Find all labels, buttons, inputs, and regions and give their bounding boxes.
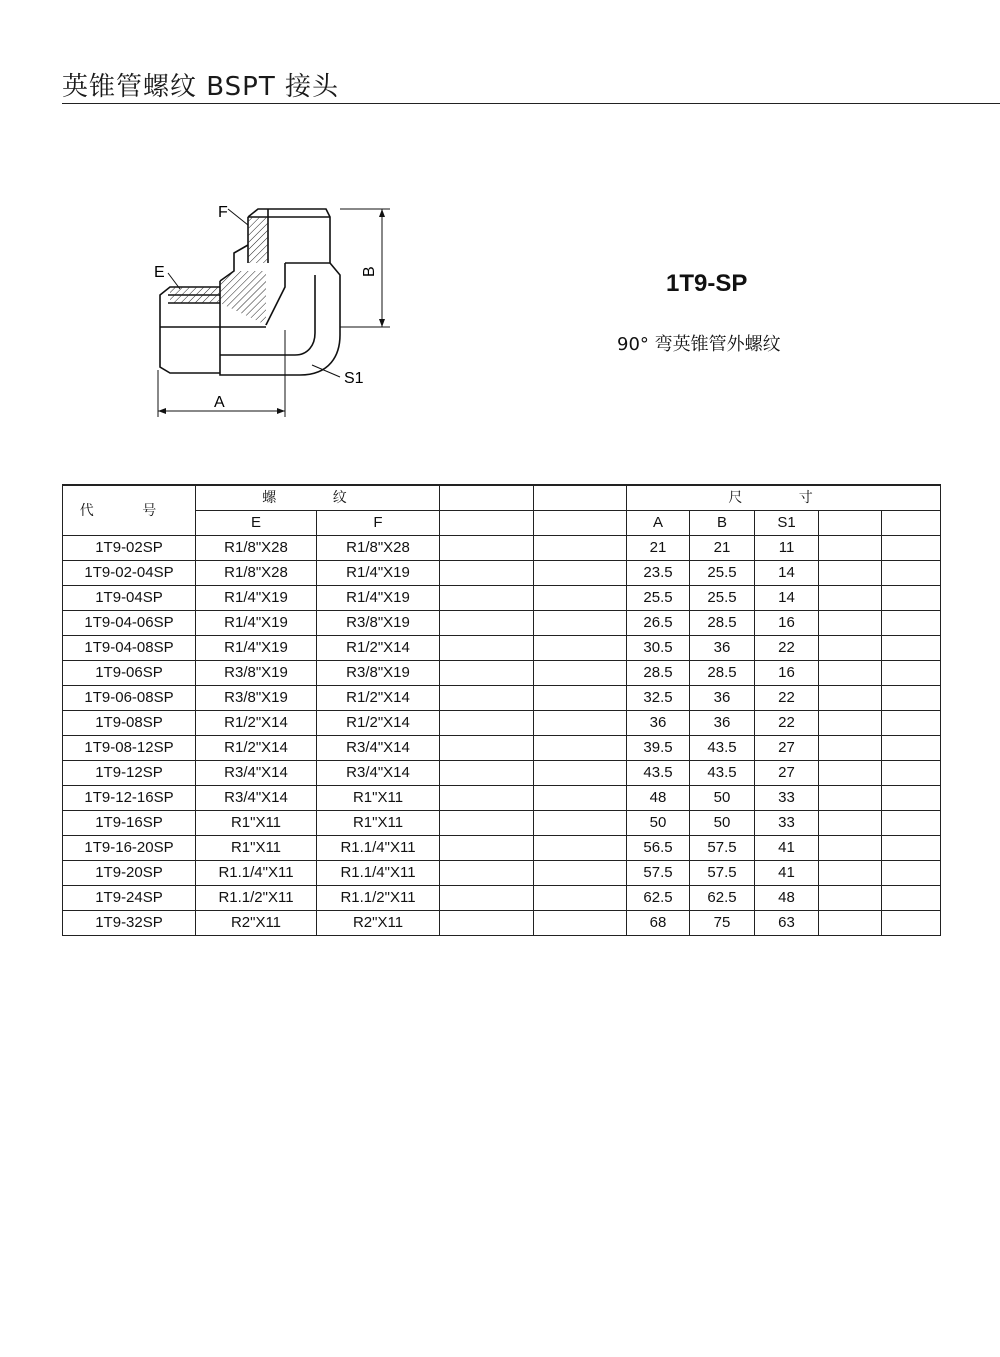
cell-blank (534, 711, 627, 736)
cell-code: 1T9-12-16SP (63, 786, 196, 811)
cell-blank (534, 811, 627, 836)
cell-e: R1/4"X19 (196, 636, 317, 661)
cell-s1: 22 (755, 636, 819, 661)
cell-s1: 27 (755, 761, 819, 786)
cell-e: R1/4"X19 (196, 586, 317, 611)
cell-b: 50 (690, 786, 755, 811)
table-row (63, 861, 941, 886)
cell-e: R3/4"X14 (196, 786, 317, 811)
cell-blank (534, 761, 627, 786)
cell-blank (534, 636, 627, 661)
cell-blank (819, 636, 882, 661)
label-b: B (361, 266, 378, 277)
cell-code: 1T9-16-20SP (63, 836, 196, 861)
header-blank-4 (534, 511, 627, 536)
cell-s1: 11 (755, 536, 819, 561)
cell-a: 43.5 (627, 761, 690, 786)
cell-blank (882, 886, 941, 911)
cell-blank (882, 736, 941, 761)
header-blank-5 (819, 511, 882, 536)
cell-blank (440, 736, 534, 761)
cell-blank (440, 811, 534, 836)
header-e: E (196, 511, 317, 536)
cell-e: R2"X11 (196, 911, 317, 936)
header-code: 代 号 (63, 485, 196, 536)
cell-e: R3/8"X19 (196, 661, 317, 686)
cell-code: 1T9-04-08SP (63, 636, 196, 661)
table-row (63, 561, 941, 586)
cell-e: R1/8"X28 (196, 536, 317, 561)
cell-b: 43.5 (690, 761, 755, 786)
cell-blank (440, 661, 534, 686)
cell-e: R1.1/4"X11 (196, 861, 317, 886)
cell-f: R1.1/2"X11 (317, 886, 440, 911)
cell-b: 36 (690, 636, 755, 661)
table-row (63, 761, 941, 786)
cell-b: 36 (690, 686, 755, 711)
cell-b: 43.5 (690, 736, 755, 761)
cell-blank (819, 561, 882, 586)
table-row (63, 611, 941, 636)
table-row (63, 686, 941, 711)
cell-blank (534, 736, 627, 761)
cell-blank (819, 736, 882, 761)
header-blank-2 (534, 485, 627, 511)
cell-f: R2"X11 (317, 911, 440, 936)
cell-s1: 22 (755, 711, 819, 736)
cell-b: 25.5 (690, 561, 755, 586)
title-divider (62, 103, 1000, 104)
table-row (63, 911, 941, 936)
cell-blank (440, 786, 534, 811)
cell-blank (819, 911, 882, 936)
cell-e: R1.1/2"X11 (196, 886, 317, 911)
cell-blank (819, 661, 882, 686)
cell-b: 57.5 (690, 861, 755, 886)
cell-blank (819, 686, 882, 711)
header-b: B (690, 511, 755, 536)
cell-blank (882, 536, 941, 561)
cell-blank (882, 786, 941, 811)
cell-blank (534, 911, 627, 936)
table-row (63, 586, 941, 611)
cell-blank (819, 836, 882, 861)
table-row (63, 536, 941, 561)
cell-b: 21 (690, 536, 755, 561)
cell-blank (534, 536, 627, 561)
cell-s1: 22 (755, 686, 819, 711)
cell-blank (440, 711, 534, 736)
table-row (63, 661, 941, 686)
cell-blank (440, 686, 534, 711)
cell-a: 50 (627, 811, 690, 836)
cell-s1: 33 (755, 811, 819, 836)
cell-blank (534, 786, 627, 811)
cell-f: R3/4"X14 (317, 761, 440, 786)
cell-code: 1T9-16SP (63, 811, 196, 836)
table-row (63, 836, 941, 861)
cell-s1: 63 (755, 911, 819, 936)
cell-e: R1/2"X14 (196, 711, 317, 736)
cell-code: 1T9-06SP (63, 661, 196, 686)
cell-b: 62.5 (690, 886, 755, 911)
cell-blank (440, 561, 534, 586)
cell-blank (440, 911, 534, 936)
cell-blank (534, 561, 627, 586)
cell-b: 25.5 (690, 586, 755, 611)
cell-a: 32.5 (627, 686, 690, 711)
cell-e: R3/8"X19 (196, 686, 317, 711)
table-row (63, 786, 941, 811)
cell-blank (440, 586, 534, 611)
cell-code: 1T9-24SP (63, 886, 196, 911)
cell-code: 1T9-04-06SP (63, 611, 196, 636)
cell-blank (882, 711, 941, 736)
label-e: E (154, 264, 165, 281)
cell-a: 56.5 (627, 836, 690, 861)
cell-blank (882, 811, 941, 836)
cell-blank (882, 636, 941, 661)
cell-s1: 27 (755, 736, 819, 761)
cell-blank (819, 586, 882, 611)
model-code: 1T9-SP (666, 270, 748, 297)
cell-f: R3/8"X19 (317, 661, 440, 686)
cell-f: R1"X11 (317, 786, 440, 811)
cell-blank (882, 761, 941, 786)
cell-code: 1T9-08SP (63, 711, 196, 736)
spec-table (62, 484, 941, 936)
cell-s1: 41 (755, 836, 819, 861)
cell-blank (819, 611, 882, 636)
cell-e: R1"X11 (196, 811, 317, 836)
cell-blank (440, 611, 534, 636)
cell-blank (819, 811, 882, 836)
cell-a: 28.5 (627, 661, 690, 686)
cell-b: 50 (690, 811, 755, 836)
cell-a: 62.5 (627, 886, 690, 911)
cell-a: 23.5 (627, 561, 690, 586)
cell-b: 28.5 (690, 661, 755, 686)
cell-blank (882, 661, 941, 686)
cell-code: 1T9-02SP (63, 536, 196, 561)
cell-a: 25.5 (627, 586, 690, 611)
cell-s1: 14 (755, 586, 819, 611)
cell-s1: 16 (755, 661, 819, 686)
cell-b: 75 (690, 911, 755, 936)
cell-blank (440, 536, 534, 561)
cell-blank (534, 836, 627, 861)
cell-e: R1/8"X28 (196, 561, 317, 586)
cell-s1: 14 (755, 561, 819, 586)
header-blank-1 (440, 485, 534, 511)
cell-blank (440, 636, 534, 661)
cell-code: 1T9-20SP (63, 861, 196, 886)
cell-b: 36 (690, 711, 755, 736)
cell-blank (882, 611, 941, 636)
table-row (63, 636, 941, 661)
cell-b: 57.5 (690, 836, 755, 861)
table-row (63, 811, 941, 836)
cell-blank (882, 686, 941, 711)
table-row (63, 736, 941, 761)
cell-s1: 33 (755, 786, 819, 811)
model-description: 90° 弯英锥管外螺纹 (617, 334, 781, 355)
cell-blank (534, 886, 627, 911)
table-row (63, 886, 941, 911)
cell-f: R1/2"X14 (317, 686, 440, 711)
cell-e: R3/4"X14 (196, 761, 317, 786)
cell-a: 26.5 (627, 611, 690, 636)
label-f: F (218, 204, 228, 221)
cell-blank (819, 786, 882, 811)
cell-code: 1T9-12SP (63, 761, 196, 786)
label-a: A (214, 394, 225, 411)
cell-a: 57.5 (627, 861, 690, 886)
cell-code: 1T9-08-12SP (63, 736, 196, 761)
header-blank-3 (440, 511, 534, 536)
cell-blank (819, 536, 882, 561)
cell-e: R1/2"X14 (196, 736, 317, 761)
cell-s1: 48 (755, 886, 819, 911)
cell-blank (882, 586, 941, 611)
cell-s1: 41 (755, 861, 819, 886)
cell-blank (819, 711, 882, 736)
cell-e: R1/4"X19 (196, 611, 317, 636)
cell-e: R1"X11 (196, 836, 317, 861)
header-thread: 螺 纹 (196, 485, 440, 511)
cell-a: 39.5 (627, 736, 690, 761)
table-row (63, 711, 941, 736)
header-a: A (627, 511, 690, 536)
cell-f: R1"X11 (317, 811, 440, 836)
cell-f: R3/4"X14 (317, 736, 440, 761)
cell-f: R1/2"X14 (317, 711, 440, 736)
cell-blank (440, 761, 534, 786)
cell-code: 1T9-02-04SP (63, 561, 196, 586)
cell-blank (882, 861, 941, 886)
cell-f: R1/4"X19 (317, 561, 440, 586)
cell-a: 68 (627, 911, 690, 936)
cell-f: R1.1/4"X11 (317, 861, 440, 886)
header-s1: S1 (755, 511, 819, 536)
header-f: F (317, 511, 440, 536)
cell-b: 28.5 (690, 611, 755, 636)
cell-blank (534, 686, 627, 711)
cell-blank (882, 911, 941, 936)
cell-blank (534, 661, 627, 686)
cell-blank (819, 886, 882, 911)
cell-code: 1T9-06-08SP (63, 686, 196, 711)
cell-blank (882, 561, 941, 586)
label-s1: S1 (344, 370, 364, 387)
cell-blank (440, 836, 534, 861)
cell-a: 36 (627, 711, 690, 736)
cell-a: 30.5 (627, 636, 690, 661)
cell-blank (819, 861, 882, 886)
cell-blank (534, 586, 627, 611)
cell-code: 1T9-32SP (63, 911, 196, 936)
cell-blank (534, 861, 627, 886)
cell-blank (534, 611, 627, 636)
cell-blank (440, 886, 534, 911)
cell-blank (819, 761, 882, 786)
cell-f: R3/8"X19 (317, 611, 440, 636)
cell-f: R1/8"X28 (317, 536, 440, 561)
header-size: 尺 寸 (627, 485, 941, 511)
cell-f: R1/4"X19 (317, 586, 440, 611)
cell-code: 1T9-04SP (63, 586, 196, 611)
cell-f: R1.1/4"X11 (317, 836, 440, 861)
page-title: 英锥管螺纹 BSPT 接头 (62, 72, 339, 102)
cell-a: 21 (627, 536, 690, 561)
cell-f: R1/2"X14 (317, 636, 440, 661)
cell-s1: 16 (755, 611, 819, 636)
header-blank-6 (882, 511, 941, 536)
cell-blank (440, 861, 534, 886)
cell-blank (882, 836, 941, 861)
fitting-drawing (140, 195, 400, 425)
cell-a: 48 (627, 786, 690, 811)
